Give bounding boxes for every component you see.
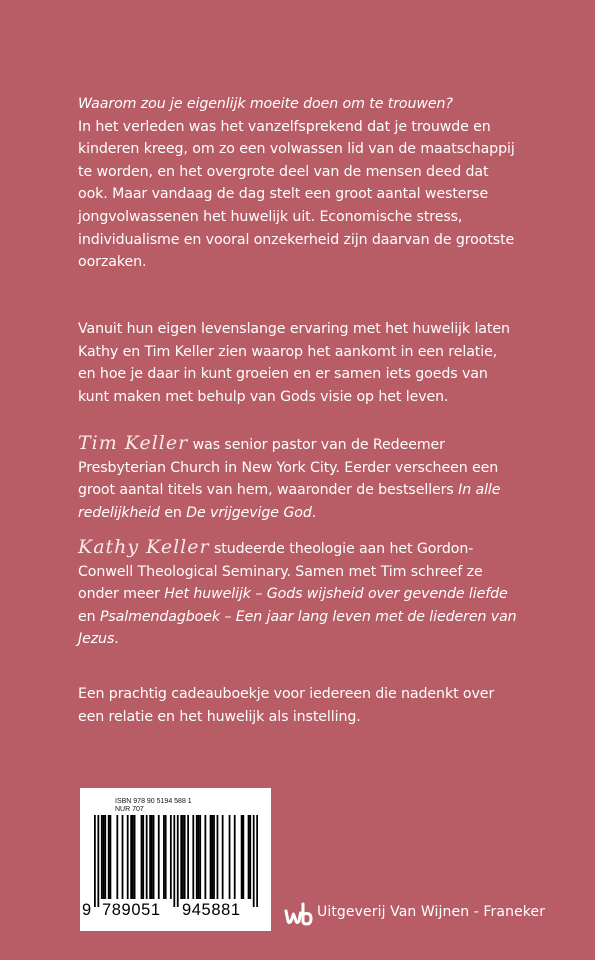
barcode-bar xyxy=(127,815,129,899)
intro-line: ook. Maar vandaag de dag stelt een groot aantal westerse xyxy=(78,186,489,203)
para2-line: kunt maken met behulp van Gods visie op het leven. xyxy=(78,388,449,405)
publisher-name: Uitgeverij Van Wijnen - Franeker xyxy=(317,904,546,920)
intro-line: In het verleden was het vanzelfsprekend dat je trouwde en xyxy=(78,118,491,135)
barcode-bar xyxy=(196,815,198,899)
barcode-bar xyxy=(222,815,224,899)
barcode-bar xyxy=(170,815,172,899)
barcode-bar xyxy=(198,815,200,899)
bio-line xyxy=(78,583,558,606)
author-bio-kathy xyxy=(78,536,558,651)
bio-line xyxy=(78,432,558,457)
barcode-bar xyxy=(103,815,105,899)
closing-line: Een prachtig cadeauboekje voor iedereen die nadenkt over xyxy=(78,686,495,702)
tim-keller-signature: Tim Keller xyxy=(78,432,189,454)
isbn-label-block xyxy=(115,798,192,814)
barcode-bar xyxy=(213,815,215,899)
publisher-logo-icon xyxy=(284,901,314,927)
closing-paragraph xyxy=(78,683,558,728)
barcode-bar xyxy=(163,815,165,899)
intro-line: individualisme en vooral onzekerheid zijn daarvan de grootste xyxy=(78,231,515,248)
barcode-bar xyxy=(234,815,236,899)
barcode-bar xyxy=(142,815,144,899)
barcode-bar xyxy=(165,815,167,899)
bio-line: Presbyterian Church in New York City. Eerder verscheen een xyxy=(78,459,499,476)
barcode-bar xyxy=(101,815,103,899)
barcode-bar xyxy=(253,815,255,907)
barcode-bar xyxy=(248,815,250,899)
bio-line xyxy=(78,606,558,629)
bio-text: groot aantal titels van hem, waaronder de bestsellers xyxy=(78,482,459,499)
barcode-bar xyxy=(149,815,151,899)
barcode-digits-group1: 789051 xyxy=(102,901,161,919)
bio-line xyxy=(78,479,558,502)
kathy-keller-signature: Kathy Keller xyxy=(78,536,210,558)
author-bio-tim xyxy=(78,432,558,524)
book-title: redelijkheid xyxy=(78,504,160,521)
barcode-bar xyxy=(210,815,212,899)
intro-question: Waarom zou je eigenlijk moeite doen om te trouwen? xyxy=(78,96,453,112)
isbn-label: ISBN 978 90 5194 588 1 xyxy=(115,798,192,805)
bio-line xyxy=(78,628,558,651)
barcode-bar xyxy=(187,815,189,899)
barcode-bar xyxy=(130,815,132,899)
bio-line xyxy=(78,502,558,525)
second-paragraph xyxy=(78,318,558,408)
bio-text: . xyxy=(311,504,317,521)
closing-line: een relatie en het huwelijk als instelling. xyxy=(78,708,361,725)
barcode-digits-group2: 945881 xyxy=(182,901,241,919)
barcode-bar xyxy=(132,815,134,899)
barcode-bar xyxy=(122,815,124,899)
barcode-bar xyxy=(158,815,160,899)
book-title: Psalmendagboek – Een jaar lang leven met de liederen van xyxy=(99,608,517,625)
barcode-bar xyxy=(97,815,99,907)
book-title: In alle xyxy=(458,482,501,499)
barcode-bar xyxy=(192,815,194,899)
barcode-bar xyxy=(241,815,243,899)
book-title: Het huwelijk – Gods wijsheid over gevende liefde xyxy=(164,586,508,603)
book-title: Jezus xyxy=(78,631,115,648)
barcode-bar xyxy=(104,815,106,899)
barcode-bar xyxy=(134,815,136,899)
bio-line xyxy=(78,536,558,561)
barcode-bar xyxy=(256,815,258,907)
bio-text: onder meer xyxy=(78,586,165,603)
bio-text: . xyxy=(114,631,119,648)
barcode-bars xyxy=(94,815,258,907)
barcode-bar xyxy=(151,815,153,899)
intro-line: te worden, en het overgrote deel van de mensen deed dat xyxy=(78,163,489,180)
barcode-bar xyxy=(94,815,96,907)
barcode-bar xyxy=(173,815,175,907)
barcode-bar xyxy=(141,815,143,899)
intro-line: jongvolwassenen het huwelijk uit. Economische stress, xyxy=(78,208,463,225)
barcode-bar xyxy=(199,815,201,899)
bio-text: en xyxy=(78,608,100,625)
para2-line: Kathy en Tim Keller zien waarop het aankomt in een relatie, xyxy=(78,343,498,360)
barcode-bar xyxy=(153,815,155,899)
barcode-bar xyxy=(229,815,231,899)
barcode-bar xyxy=(184,815,186,899)
intro-paragraph xyxy=(78,93,558,274)
barcode-digit-first: 9 xyxy=(82,901,92,919)
para2-line: Vanuit hun eigen levenslange ervaring met het huwelijk laten xyxy=(78,321,510,337)
intro-line: oorzaken. xyxy=(78,254,147,271)
barcode-panel xyxy=(80,788,271,931)
bio-line: Conwell Theological Seminary. Samen met Tim schreef ze xyxy=(78,563,483,580)
barcode-bar xyxy=(110,815,112,899)
para2-line: en hoe je daar in kunt groeien en er samen iets goeds van xyxy=(78,366,488,383)
bio-text: was senior pastor van de Redeemer xyxy=(188,437,445,453)
barcode-bar xyxy=(177,815,179,907)
intro-line: kinderen kreeg, om zo een volwassen lid van de maatschappij xyxy=(78,141,515,158)
barcode-bar xyxy=(146,815,148,899)
barcode-bar xyxy=(204,815,206,899)
barcode-bar xyxy=(249,815,251,899)
bio-text: studeerde theologie aan het Gordon- xyxy=(209,541,474,557)
barcode-bar xyxy=(211,815,213,899)
barcode-bar xyxy=(242,815,244,899)
barcode-bar xyxy=(116,815,118,899)
bio-text: en xyxy=(159,504,187,521)
nur-label: NUR 707 xyxy=(115,806,144,813)
barcode-bar xyxy=(180,815,182,899)
book-title: De vrijgevige God xyxy=(186,504,312,521)
barcode-bar xyxy=(182,815,184,899)
barcode-bar xyxy=(108,815,110,899)
barcode-bar xyxy=(217,815,219,899)
